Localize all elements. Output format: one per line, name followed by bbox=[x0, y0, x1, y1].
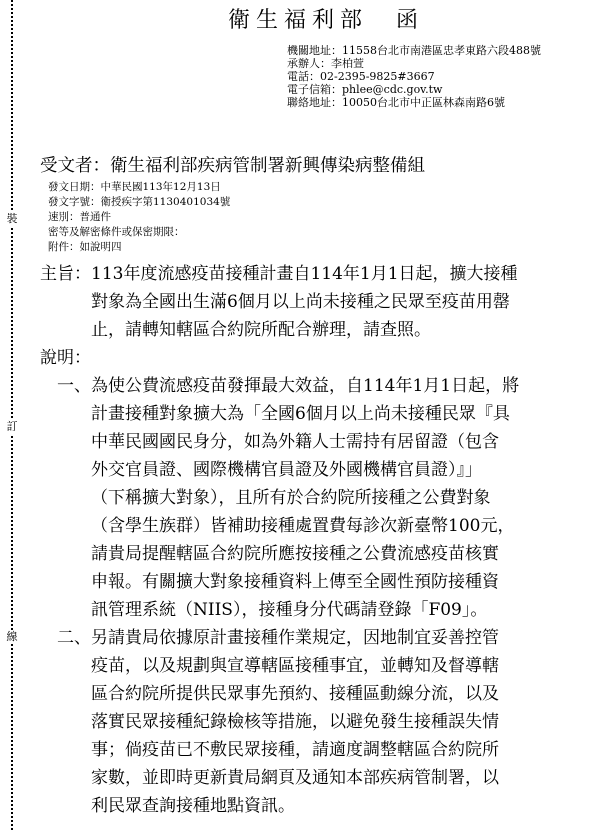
item1-line-4: 外交官員證、國際機構官員證及外國機構官員證）』」 bbox=[91, 460, 482, 480]
item2-line-7: 利民眾查詢接種地點資訊。 bbox=[91, 796, 295, 816]
issue-date: 發文日期：中華民國113年12月13日 bbox=[48, 181, 221, 193]
case-officer: 承辦人：李柏萱 bbox=[287, 57, 364, 70]
contact-address: 聯絡地址：10050台北市中正區林森南路6號 bbox=[287, 96, 505, 109]
item1-line-8: 申報。有關擴大對象接種資料上傳至全國性預防接種資 bbox=[91, 572, 499, 592]
explanation-label: 說明： bbox=[40, 348, 91, 368]
subject-line-1: 主旨：113年度流感疫苗接種計畫自114年1月1日起，擴大接種 bbox=[40, 264, 518, 284]
attachment: 附件：如說明四 bbox=[48, 241, 122, 253]
confidentiality: 密等及解密條件或保密期限： bbox=[48, 226, 185, 238]
document-title: 衛生福利部 函 bbox=[228, 8, 425, 33]
binding-mark-ding: 訂 bbox=[6, 420, 18, 433]
item1-line-6: （含學生族群）皆補助接種處置費每診次新臺幣100元， bbox=[91, 516, 515, 536]
item1-line-7: 請貴局提醒轄區合約院所應按接種之公費流感疫苗核實 bbox=[91, 544, 499, 564]
subject-line-3: 止，請轉知轄區合約院所配合辦理，請查照。 bbox=[91, 320, 431, 340]
agency-address: 機關地址：11558台北市南港區忠孝東路六段488號 bbox=[287, 44, 541, 57]
item2-line-3: 區合約院所提供民眾事先預約、接種區動線分流，以及 bbox=[91, 684, 499, 704]
item1-line-2: 計畫接種對象擴大為「全國6個月以上尚未接種民眾『具 bbox=[91, 404, 510, 424]
item2-line-4: 落實民眾接種紀錄檢核等措施，以避免發生接種誤失情 bbox=[91, 712, 499, 732]
item1-line-9: 訊管理系統（NIIS），接種身分代碼請登錄「F09」。 bbox=[91, 600, 488, 620]
item1-line-5: （下稱擴大對象），且所有於合約院所接種之公費對象 bbox=[91, 488, 491, 508]
binding-margin-line bbox=[11, 0, 13, 830]
document-number: 發文字號：衛授疾字第1130401034號 bbox=[48, 196, 231, 208]
item2-line-2: 疫苗，以及規劃與宣導轄區接種事宜，並轉知及督導轄 bbox=[91, 656, 499, 676]
receiver: 受文者：衛生福利部疾病管制署新興傳染病整備組 bbox=[40, 156, 425, 176]
item1-line-1: 一、為使公費流感疫苗發揮最大效益，自114年1月1日起，將 bbox=[57, 376, 520, 396]
item2-line-1: 二、另請貴局依據原計畫接種作業規定，因地制宜妥善控管 bbox=[57, 628, 499, 648]
item1-line-3: 中華民國國民身分，如為外籍人士需持有居留證（包含 bbox=[91, 432, 499, 452]
item2-line-6: 家數，並即時更新貴局網頁及通知本部疾病管制署，以 bbox=[91, 768, 499, 788]
phone: 電話：02-2395-9825#3667 bbox=[287, 70, 435, 83]
email: 電子信箱：phlee@cdc.gov.tw bbox=[287, 83, 443, 96]
urgency: 速別：普通件 bbox=[48, 211, 111, 223]
item2-line-5: 事；倘疫苗已不敷民眾接種，請適度調整轄區合約院所 bbox=[91, 740, 499, 760]
binding-mark-xian: 線 bbox=[6, 630, 18, 643]
subject-line-2: 對象為全國出生滿6個月以上尚未接種之民眾至疫苗用罄 bbox=[91, 292, 510, 312]
binding-mark-zhuang: 裝 bbox=[6, 212, 18, 225]
